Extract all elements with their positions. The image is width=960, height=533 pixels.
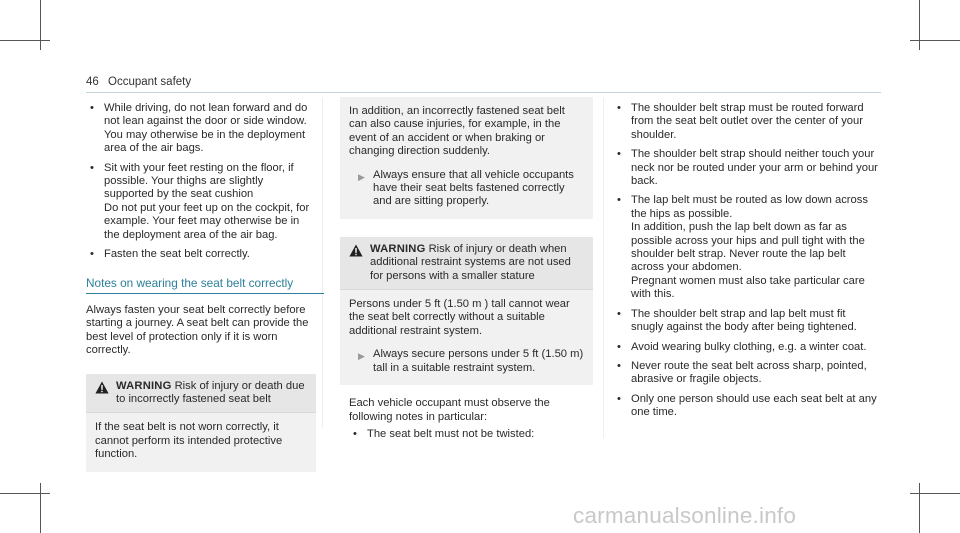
column-1 bbox=[86, 102, 316, 472]
warning-title: Risk of injury or death when additional restraint systems are not used for persons with a smaller stature bbox=[370, 242, 571, 282]
warning-label: WARNING bbox=[116, 379, 172, 392]
crop-mark bbox=[0, 493, 50, 494]
paragraph: Always fasten your seat belt correctly before starting a journey. A seat belt can provide the best level of protection only if it is worn correctly. bbox=[86, 303, 309, 357]
column-3 bbox=[613, 102, 878, 426]
page-number: 46 bbox=[86, 76, 99, 88]
crop-mark bbox=[919, 483, 920, 533]
crop-mark bbox=[910, 40, 960, 41]
list-item: • Fasten the seat belt correctly. bbox=[86, 248, 316, 261]
list-item: • Avoid wearing bulky clothing, e.g. a winter coat. bbox=[613, 341, 878, 354]
warning-box bbox=[340, 237, 593, 385]
list-item-note: In addition, push the lap belt down as far as possible across your hips and pull tight with the shoulder belt strap. Never route the lap belt across your abdomen. bbox=[631, 221, 865, 274]
list-item: • Only one person should use each seat belt at any one time. bbox=[613, 393, 878, 420]
warning-label: WARNING bbox=[370, 242, 426, 255]
warning-triangle-icon bbox=[95, 381, 109, 398]
crop-mark bbox=[40, 483, 41, 533]
list-item-note: Pregnant women must also take particular care with this. bbox=[631, 274, 865, 301]
paragraph: Each vehicle occupant must observe the following notes in particular: bbox=[349, 397, 550, 423]
section-title: Occupant safety bbox=[108, 76, 192, 88]
bullet-list bbox=[86, 102, 316, 261]
list-item: • The shoulder belt strap must be routed forward from the seat belt outlet over the center of your shoulder. bbox=[613, 102, 878, 142]
arrow-right-icon: ▶ bbox=[358, 171, 365, 182]
action-item: ▶ Always ensure that all vehicle occupants have their seat belts fastened correctly and are sitting properly. bbox=[358, 168, 574, 208]
crop-mark bbox=[0, 40, 50, 41]
column-2 bbox=[340, 97, 593, 447]
list-item: • The seat belt must not be twisted: bbox=[349, 428, 593, 441]
column-divider bbox=[603, 98, 604, 438]
list-item: • The shoulder belt strap and lap belt must fit snugly against the body after being tightened. bbox=[613, 308, 878, 335]
warning-title: Risk of injury or death due to incorrectly fastened seat belt bbox=[116, 379, 305, 405]
watermark: carmanualsonline.info bbox=[573, 503, 797, 528]
arrow-right-icon: ▶ bbox=[358, 351, 365, 362]
warning-header bbox=[340, 237, 593, 290]
section-heading-underline bbox=[86, 293, 324, 294]
info-text: In addition, an incorrectly fastened seat belt can also cause injuries, for example, in the event of an accident or when braking or changing direction suddenly. bbox=[349, 105, 565, 158]
bullet-list bbox=[349, 428, 593, 441]
list-item-note: Do not put your feet up on the cockpit, for example. Your feet may otherwise be in the deployment area of the air bag. bbox=[104, 201, 310, 241]
action-item: ▶ Always secure persons under 5 ft (1.50 m) tall in a suitable restraint system. bbox=[358, 348, 584, 374]
warning-header bbox=[86, 374, 316, 414]
list-item: • While driving, do not lean forward and do not lean against the door or side window. You may otherwise be in the deployment area of the air bags. bbox=[86, 102, 316, 156]
crop-mark bbox=[919, 0, 920, 50]
header-divider bbox=[86, 92, 881, 93]
page-header bbox=[86, 76, 191, 88]
warning-body: If the seat belt is not worn correctly, it cannot perform its intended protective function. bbox=[95, 421, 283, 461]
warning-box bbox=[86, 374, 316, 472]
section-heading: Notes on wearing the seat belt correctly bbox=[86, 276, 294, 291]
list-item: • Never route the seat belt across sharp, pointed, abrasive or fragile objects. bbox=[613, 360, 878, 387]
warning-triangle-icon bbox=[349, 244, 363, 261]
bullet-list bbox=[613, 102, 878, 420]
crop-mark bbox=[40, 0, 41, 50]
crop-mark bbox=[910, 493, 960, 494]
info-box bbox=[340, 97, 593, 219]
column-divider bbox=[322, 98, 323, 428]
warning-body: Persons under 5 ft (1.50 m ) tall cannot wear the seat belt correctly without a suitable additional restraint system. ▶ Always secure persons under 5 ft (1.50 m) tall in a suitable restraint system. bbox=[349, 298, 584, 374]
list-item: • The lap belt must be routed as low down across the hips as possible. In addition, push the lap belt down as far as possible across your hips and pull tight with the shoulder belt strap. Never route the lap belt across your abdomen. Pregnant women must also take particular care with this. bbox=[613, 194, 878, 301]
list-item: • The shoulder belt strap should neither touch your neck nor be routed under your arm or behind your back. bbox=[613, 148, 878, 188]
list-item: • Sit with your feet resting on the floor, if possible. Your thighs are slightly supported by the seat cushion Do not put your feet up on the cockpit, for example. Your feet may otherwise be in the deployment area of the air bag. bbox=[86, 162, 316, 242]
